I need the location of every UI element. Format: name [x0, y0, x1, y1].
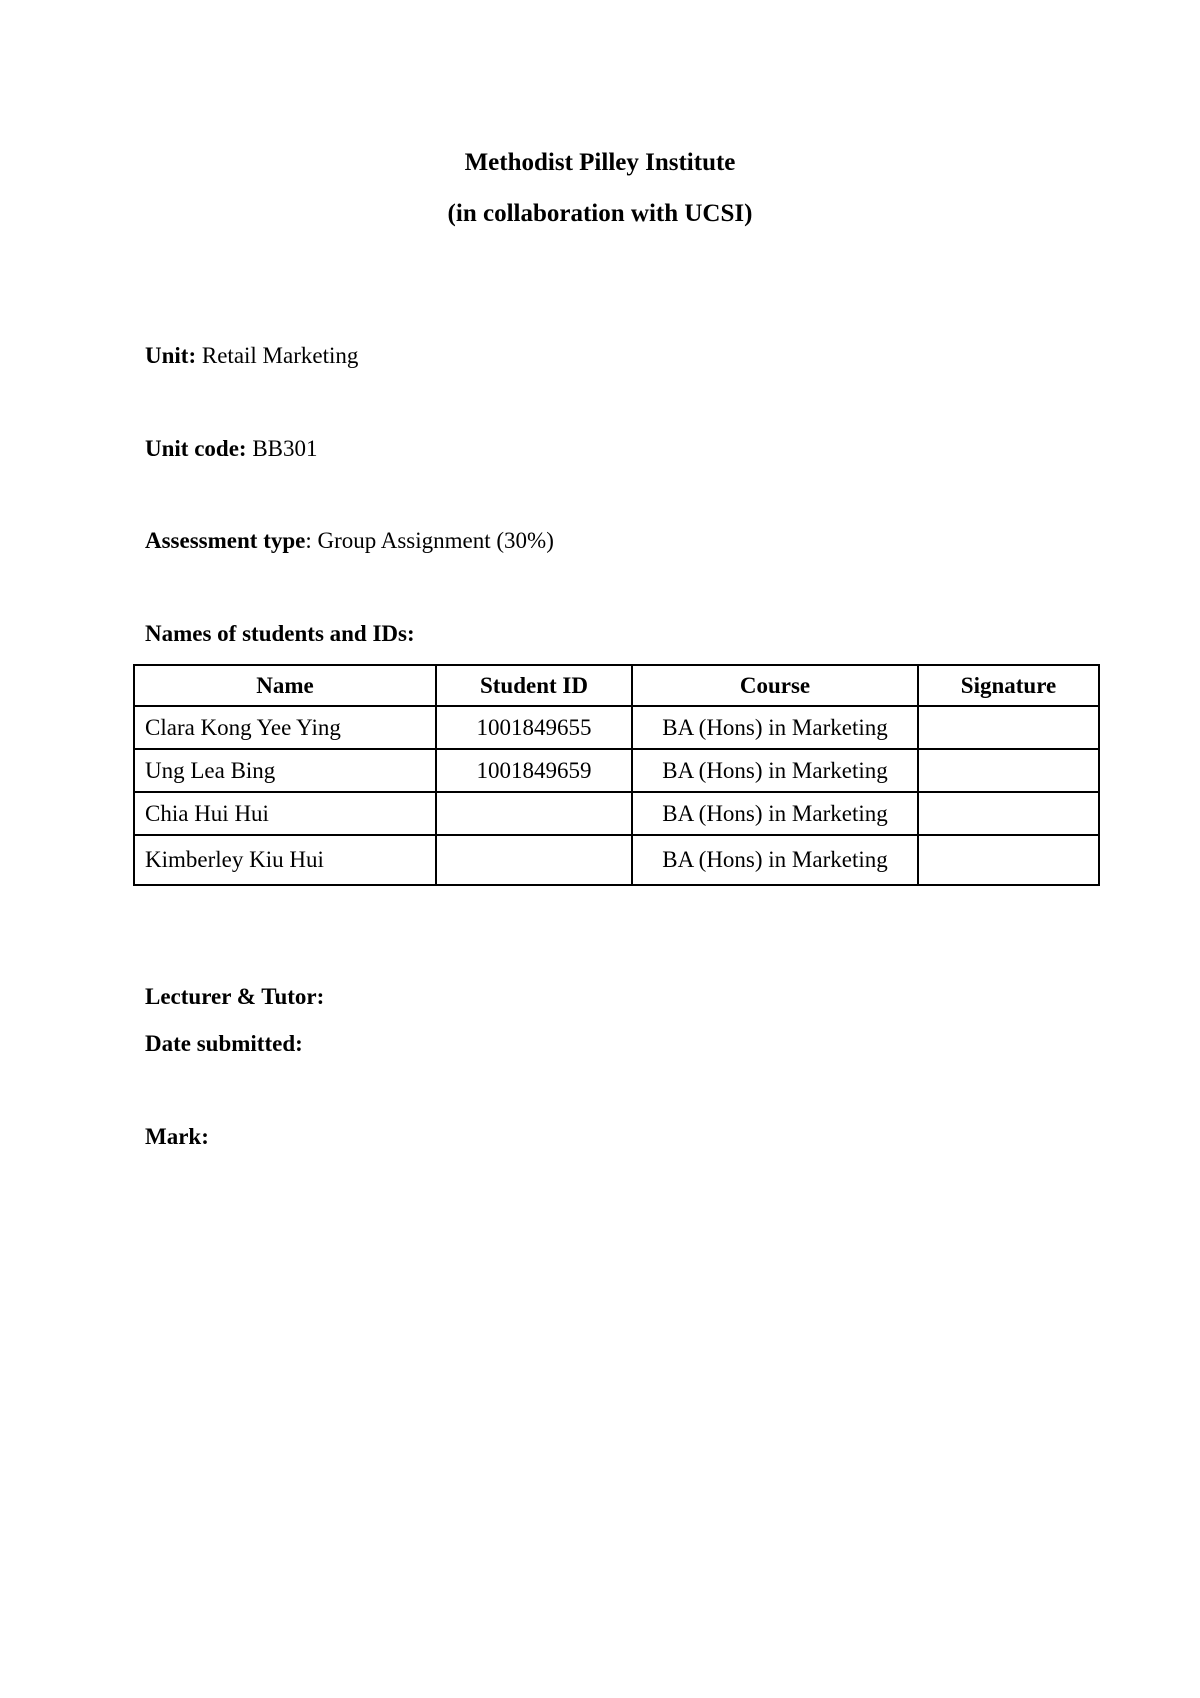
student-name-cell: Chia Hui Hui	[134, 792, 436, 835]
student-name-cell: Ung Lea Bing	[134, 749, 436, 792]
unit-value: Retail Marketing	[196, 343, 359, 368]
course-cell: BA (Hons) in Marketing	[632, 792, 918, 835]
students-heading-label: Names of students and IDs:	[145, 621, 415, 646]
students-table	[133, 664, 1100, 886]
student-id-cell	[436, 792, 632, 835]
table-header-row	[134, 665, 1099, 706]
header-signature: Signature	[918, 665, 1099, 706]
signature-cell	[918, 835, 1099, 885]
unit-code-label: Unit code:	[145, 436, 247, 461]
header-name: Name	[134, 665, 436, 706]
mark-field	[145, 1123, 209, 1151]
student-name-cell: Clara Kong Yee Ying	[134, 706, 436, 749]
signature-cell	[918, 706, 1099, 749]
lecturer-tutor-field	[145, 983, 324, 1011]
unit-code-value: BB301	[246, 436, 318, 461]
student-id-cell: 1001849659	[436, 749, 632, 792]
collaboration-subtitle: (in collaboration with UCSI)	[447, 200, 753, 227]
assessment-type-label: Assessment type	[145, 528, 306, 553]
unit-label: Unit:	[145, 343, 197, 368]
date-submitted-field	[145, 1030, 303, 1058]
institution-title: Methodist Pilley Institute	[464, 149, 736, 176]
table-row	[134, 835, 1099, 885]
date-submitted-label: Date submitted:	[145, 1031, 303, 1056]
header-student-id: Student ID	[436, 665, 632, 706]
student-id-cell: 1001849655	[436, 706, 632, 749]
assessment-type-field	[145, 527, 554, 555]
students-heading	[145, 620, 415, 648]
lecturer-tutor-label: Lecturer & Tutor:	[145, 984, 325, 1009]
mark-label: Mark:	[145, 1124, 209, 1149]
unit-code-field	[145, 435, 318, 463]
signature-cell	[918, 749, 1099, 792]
header-course: Course	[632, 665, 918, 706]
course-cell: BA (Hons) in Marketing	[632, 706, 918, 749]
student-id-cell	[436, 835, 632, 885]
table-row	[134, 792, 1099, 835]
table-row	[134, 749, 1099, 792]
student-name-cell: Kimberley Kiu Hui	[134, 835, 436, 885]
course-cell: BA (Hons) in Marketing	[632, 835, 918, 885]
table-row	[134, 706, 1099, 749]
assessment-type-value: : Group Assignment (30%)	[305, 528, 554, 553]
unit-field	[145, 342, 358, 370]
signature-cell	[918, 792, 1099, 835]
course-cell: BA (Hons) in Marketing	[632, 749, 918, 792]
